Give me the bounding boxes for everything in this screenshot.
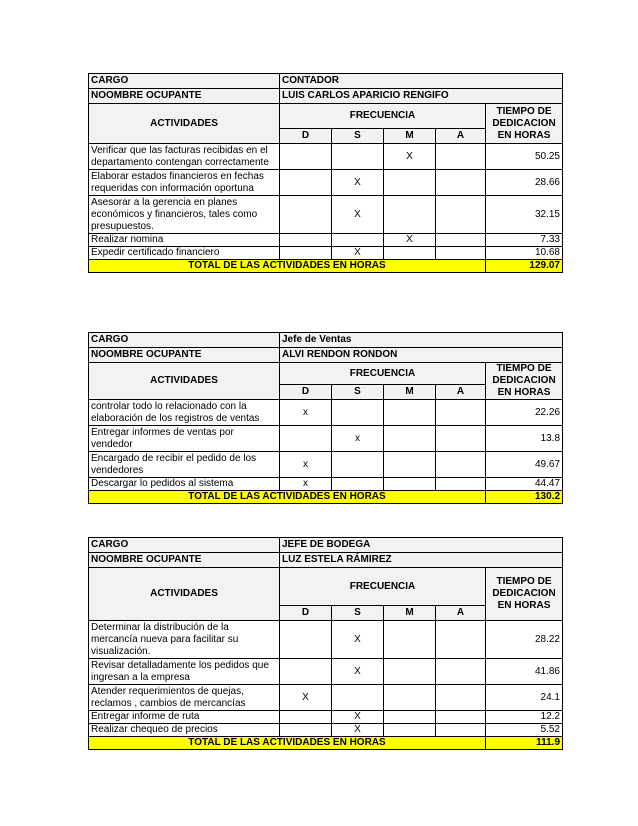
total-row <box>89 260 563 273</box>
actividades-header: ACTIVIDADES <box>89 568 280 621</box>
total-label: TOTAL DE LAS ACTIVIDADES EN HORAS <box>89 737 486 750</box>
freq-s-header: S <box>332 385 384 400</box>
freq-a-cell <box>436 144 486 170</box>
cargo-value: CONTADOR <box>280 74 563 89</box>
hours-cell: 24.1 <box>486 685 563 711</box>
freq-m-cell <box>384 621 436 659</box>
frecuencia-header: FRECUENCIA <box>280 363 486 385</box>
freq-a-cell <box>436 659 486 685</box>
hours-cell: 13.8 <box>486 426 563 452</box>
table-row <box>89 685 563 711</box>
freq-m-cell <box>384 196 436 234</box>
ocupante-row <box>89 89 563 104</box>
activity-cell: Realizar nomina <box>89 234 280 247</box>
hours-cell: 10.68 <box>486 247 563 260</box>
total-row <box>89 737 563 750</box>
table-row <box>89 621 563 659</box>
total-label: TOTAL DE LAS ACTIVIDADES EN HORAS <box>89 491 486 504</box>
activity-cell: controlar todo lo relacionado con la elaboración de los registros de ventas <box>89 400 280 426</box>
freq-s-cell: X <box>332 659 384 685</box>
hours-cell: 22.26 <box>486 400 563 426</box>
table-row <box>89 234 563 247</box>
freq-d-cell <box>280 659 332 685</box>
freq-d-cell <box>280 426 332 452</box>
freq-d-cell <box>280 711 332 724</box>
cargo-label: CARGO <box>89 74 280 89</box>
freq-s-cell <box>332 234 384 247</box>
freq-d-cell <box>280 621 332 659</box>
ocupante-value: LUZ ESTELA RÁMIREZ <box>280 553 563 568</box>
freq-m-cell <box>384 478 436 491</box>
activity-cell: Verificar que las facturas recibidas en el departamento contengan correctamente <box>89 144 280 170</box>
freq-a-cell <box>436 400 486 426</box>
cargo-label: CARGO <box>89 538 280 553</box>
job-table-jefe-ventas <box>88 332 563 504</box>
activity-cell: Elaborar estados financieros en fechas requeridas con información oportuna <box>89 170 280 196</box>
total-value: 111.9 <box>486 737 563 750</box>
total-value: 130.2 <box>486 491 563 504</box>
actividades-header: ACTIVIDADES <box>89 363 280 400</box>
hours-cell: 32.15 <box>486 196 563 234</box>
ocupante-row <box>89 348 563 363</box>
total-value: 129.07 <box>486 260 563 273</box>
freq-s-cell: X <box>332 196 384 234</box>
hours-cell: 44.47 <box>486 478 563 491</box>
table-row <box>89 478 563 491</box>
freq-a-cell <box>436 196 486 234</box>
job-table-contador <box>88 73 563 273</box>
hours-cell: 28.66 <box>486 170 563 196</box>
freq-a-cell <box>436 247 486 260</box>
freq-a-header: A <box>436 385 486 400</box>
freq-s-cell <box>332 478 384 491</box>
freq-m-cell <box>384 426 436 452</box>
hours-cell: 28.22 <box>486 621 563 659</box>
activity-cell: Encargado de recibir el pedido de los vendedores <box>89 452 280 478</box>
cargo-row <box>89 74 563 89</box>
activity-cell: Asesorar a la gerencia en planes económicos y financieros, tales como presupuestos. <box>89 196 280 234</box>
freq-s-cell <box>332 452 384 478</box>
job-table-jefe-bodega <box>88 537 563 750</box>
table-row <box>89 711 563 724</box>
freq-m-header: M <box>384 606 436 621</box>
freq-d-cell <box>280 196 332 234</box>
freq-s-header: S <box>332 606 384 621</box>
activity-cell: Expedir certificado financiero <box>89 247 280 260</box>
frecuencia-header: FRECUENCIA <box>280 104 486 129</box>
freq-d-cell <box>280 170 332 196</box>
freq-m-cell <box>384 400 436 426</box>
hours-cell: 7.33 <box>486 234 563 247</box>
activity-cell: Entregar informes de ventas por vendedor <box>89 426 280 452</box>
table-row <box>89 724 563 737</box>
activity-cell: Revisar detalladamente los pedidos que ingresan a la empresa <box>89 659 280 685</box>
freq-s-cell: X <box>332 621 384 659</box>
table-row <box>89 452 563 478</box>
freq-d-cell <box>280 247 332 260</box>
freq-a-cell <box>436 478 486 491</box>
activity-cell: Determinar la distribución de la mercancía nueva para facilitar su visualización. <box>89 621 280 659</box>
freq-d-header: D <box>280 606 332 621</box>
freq-m-cell: X <box>384 234 436 247</box>
freq-a-cell <box>436 724 486 737</box>
freq-a-cell <box>436 685 486 711</box>
freq-a-header: A <box>436 129 486 144</box>
freq-s-cell: X <box>332 170 384 196</box>
freq-m-header: M <box>384 385 436 400</box>
freq-m-cell: X <box>384 144 436 170</box>
freq-s-cell: X <box>332 724 384 737</box>
hours-cell: 12.2 <box>486 711 563 724</box>
freq-d-cell: x <box>280 452 332 478</box>
hours-cell: 49.67 <box>486 452 563 478</box>
freq-m-cell <box>384 711 436 724</box>
cargo-value: Jefe de Ventas <box>280 333 563 348</box>
hours-cell: 50.25 <box>486 144 563 170</box>
frecuencia-header: FRECUENCIA <box>280 568 486 606</box>
hours-cell: 41.86 <box>486 659 563 685</box>
freq-a-cell <box>436 621 486 659</box>
cargo-label: CARGO <box>89 333 280 348</box>
freq-d-header: D <box>280 129 332 144</box>
activity-cell: Realizar chequeo de precios <box>89 724 280 737</box>
table-row <box>89 196 563 234</box>
freq-a-cell <box>436 170 486 196</box>
total-row <box>89 491 563 504</box>
tiempo-header: TIEMPO DE DEDICACION EN HORAS <box>486 568 563 621</box>
tiempo-header: TIEMPO DE DEDICACION EN HORAS <box>486 104 563 144</box>
ocupante-label: NOOMBRE OCUPANTE <box>89 348 280 363</box>
freq-s-cell <box>332 144 384 170</box>
freq-d-cell: x <box>280 400 332 426</box>
freq-m-cell <box>384 247 436 260</box>
ocupante-value: ALVI RENDON RONDON <box>280 348 563 363</box>
freq-d-cell <box>280 144 332 170</box>
activity-cell: Atender requerimientos de quejas, reclamos , cambios de mercancías <box>89 685 280 711</box>
freq-m-cell <box>384 724 436 737</box>
actividades-header: ACTIVIDADES <box>89 104 280 144</box>
freq-a-cell <box>436 452 486 478</box>
ocupante-label: NOOMBRE OCUPANTE <box>89 553 280 568</box>
freq-a-header: A <box>436 606 486 621</box>
freq-m-header: M <box>384 129 436 144</box>
freq-d-cell: X <box>280 685 332 711</box>
cargo-value: JEFE DE BODEGA <box>280 538 563 553</box>
ocupante-label: NOOMBRE OCUPANTE <box>89 89 280 104</box>
freq-m-cell <box>384 659 436 685</box>
freq-s-header: S <box>332 129 384 144</box>
table-row <box>89 170 563 196</box>
freq-a-cell <box>436 426 486 452</box>
freq-m-cell <box>384 170 436 196</box>
table-row <box>89 144 563 170</box>
table-row <box>89 247 563 260</box>
table-row <box>89 659 563 685</box>
cargo-row <box>89 333 563 348</box>
freq-d-header: D <box>280 385 332 400</box>
freq-a-cell <box>436 711 486 724</box>
freq-d-cell: x <box>280 478 332 491</box>
activity-cell: Descargar lo pedidos al sistema <box>89 478 280 491</box>
freq-s-cell <box>332 685 384 711</box>
activity-cell: Entregar informe de ruta <box>89 711 280 724</box>
ocupante-value: LUIS CARLOS APARICIO RENGIFO <box>280 89 563 104</box>
freq-a-cell <box>436 234 486 247</box>
table-row <box>89 426 563 452</box>
tiempo-header: TIEMPO DE DEDICACION EN HORAS <box>486 363 563 400</box>
freq-s-cell: X <box>332 247 384 260</box>
freq-s-cell: x <box>332 426 384 452</box>
freq-s-cell <box>332 400 384 426</box>
freq-d-cell <box>280 234 332 247</box>
total-label: TOTAL DE LAS ACTIVIDADES EN HORAS <box>89 260 486 273</box>
freq-m-cell <box>384 452 436 478</box>
cargo-row <box>89 538 563 553</box>
hours-cell: 5.52 <box>486 724 563 737</box>
ocupante-row <box>89 553 563 568</box>
freq-m-cell <box>384 685 436 711</box>
freq-s-cell: X <box>332 711 384 724</box>
freq-d-cell <box>280 724 332 737</box>
table-row <box>89 400 563 426</box>
